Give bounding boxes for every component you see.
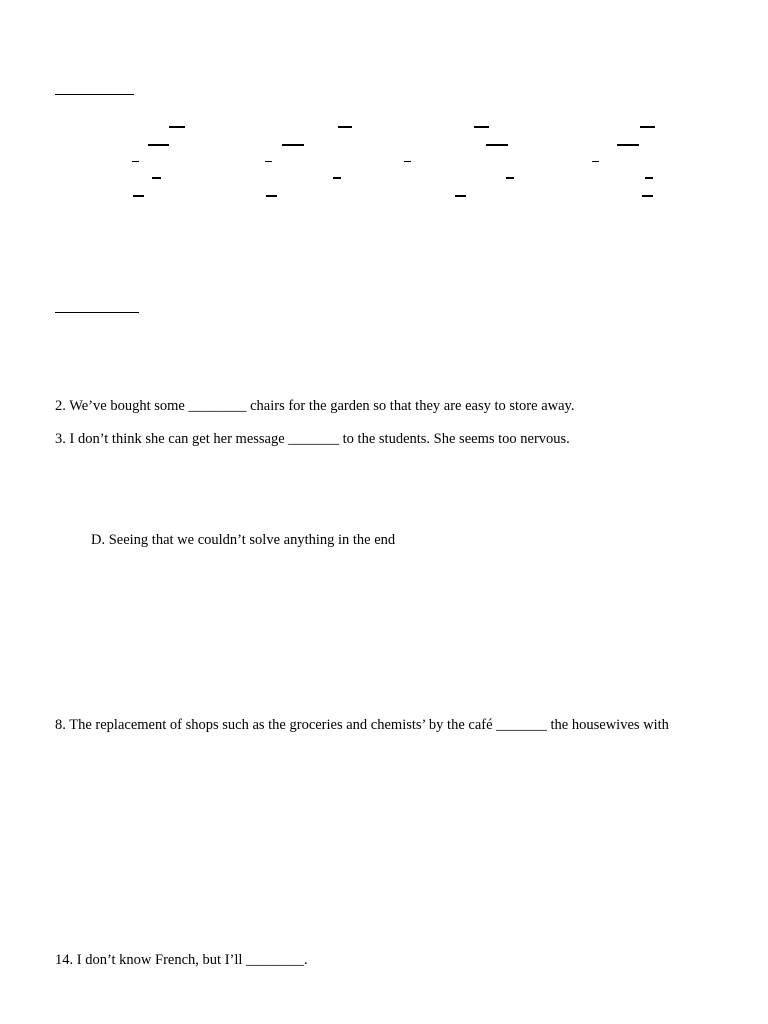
stress-mark [133,195,144,197]
stress-mark [455,195,466,197]
question-8: 8. The replacement of shops such as the groceries and chemists’ by the café _______ the housewives with [55,717,669,733]
section-heading-rule [55,312,139,313]
section-heading-rule [55,94,134,95]
stress-mark [645,177,653,179]
stress-mark [506,177,514,179]
stress-mark [474,126,489,128]
stress-mark [617,144,639,146]
question-2: 2. We’ve bought some ________ chairs for the garden so that they are easy to store away. [55,398,575,414]
stress-mark [132,161,139,162]
stress-mark [642,195,653,197]
question-14: 14. I don’t know French, but I’ll ________. [55,952,308,968]
stress-mark [265,161,272,162]
stress-mark [640,126,655,128]
stress-mark [333,177,341,179]
stress-mark [404,161,411,162]
stress-mark [266,195,277,197]
stress-mark [282,144,304,146]
stress-mark [152,177,161,179]
stress-mark [338,126,352,128]
stress-mark [592,161,599,162]
stress-mark [486,144,508,146]
answer-option-d: D. Seeing that we couldn’t solve anything in the end [91,532,396,548]
question-3: 3. I don’t think she can get her message _______ to the students. She seems too nervous. [55,431,570,447]
stress-mark [148,144,169,146]
stress-mark [169,126,185,128]
